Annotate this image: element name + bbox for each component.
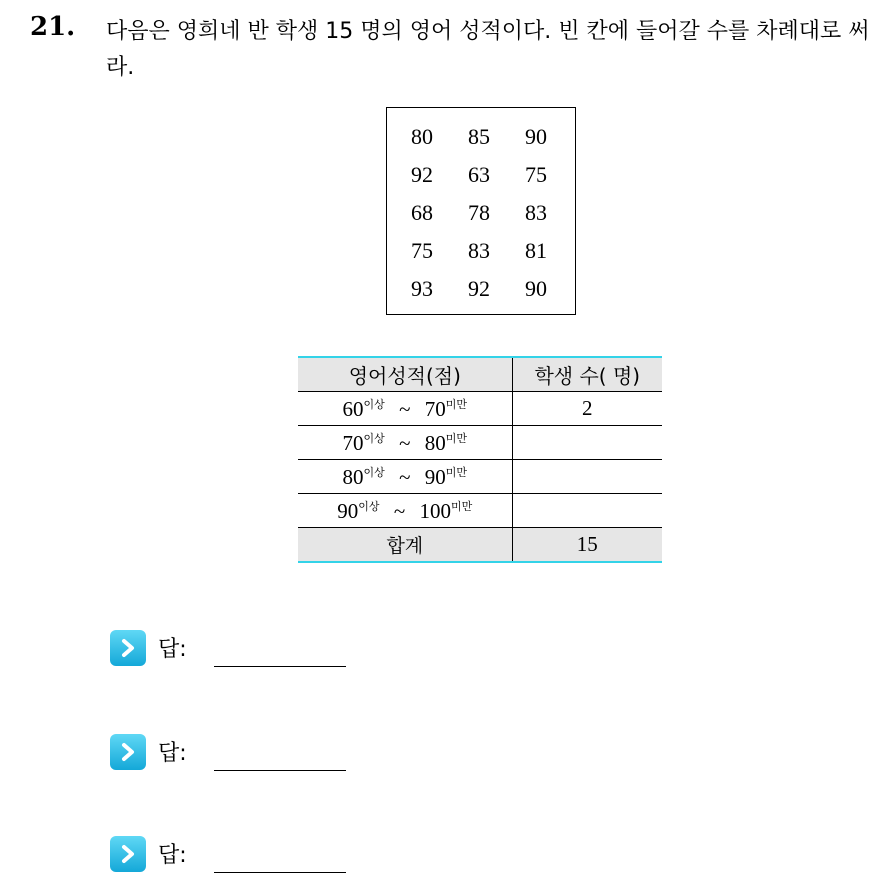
score-value: 93 <box>411 276 433 301</box>
score-value: 68 <box>411 200 433 225</box>
score-grid <box>401 118 572 308</box>
table-row <box>298 494 662 528</box>
total-value: 15 <box>512 528 662 563</box>
score-value: 85 <box>468 124 490 149</box>
count-cell-blank <box>512 426 662 460</box>
count-cell: 2 <box>512 392 662 426</box>
total-label: 합계 <box>298 528 512 563</box>
table-row <box>298 392 662 426</box>
question-text: 다음은 영희네 반 학생 15 명의 영어 성적이다. 빈 칸에 들어갈 수를 차례대로 써라. <box>106 19 870 80</box>
answer-1[interactable] <box>110 630 370 670</box>
table-row <box>298 426 662 460</box>
score-value: 90 <box>525 124 547 149</box>
score-value: 75 <box>411 238 433 263</box>
answer-blank-line[interactable] <box>214 872 346 873</box>
frequency-table <box>298 356 662 563</box>
chevron-right-icon <box>110 734 146 770</box>
score-value: 78 <box>468 200 490 225</box>
answer-blank-line[interactable] <box>214 666 346 667</box>
chevron-right-icon <box>110 836 146 872</box>
chevron-right-icon <box>110 630 146 666</box>
score-data-box <box>386 107 576 315</box>
score-range-cell: $80^{이상}$ ~ $90^{미만}$ <box>298 460 512 494</box>
score-value: 75 <box>525 162 547 187</box>
answer-blank-line[interactable] <box>214 770 346 771</box>
question-number: 21. <box>30 12 76 42</box>
score-value: 63 <box>468 162 490 187</box>
score-value: 80 <box>411 124 433 149</box>
answer-3[interactable] <box>110 836 370 876</box>
score-value: 83 <box>525 200 547 225</box>
answer-2[interactable] <box>110 734 370 774</box>
score-value: 92 <box>411 162 433 187</box>
table-row <box>298 460 662 494</box>
table-header-row <box>298 357 662 392</box>
header-score-range: 영어성적(점) <box>298 357 512 392</box>
count-cell-blank <box>512 460 662 494</box>
count-cell-blank <box>512 494 662 528</box>
score-range-cell: $70^{이상}$ ~ $80^{미만}$ <box>298 426 512 460</box>
score-value: 83 <box>468 238 490 263</box>
score-range-cell: $90^{이상}$ ~ $100^{미만}$ <box>298 494 512 528</box>
answer-label: 답: <box>158 637 187 662</box>
answer-label: 답: <box>158 741 187 766</box>
score-value: 92 <box>468 276 490 301</box>
header-student-count: 학생 수( 명) <box>512 357 662 392</box>
table-total-row <box>298 528 662 563</box>
score-value: 81 <box>525 238 547 263</box>
score-value: 90 <box>525 276 547 301</box>
answer-label: 답: <box>158 843 187 868</box>
score-range-cell: $60^{이상}$ ~ $70^{미만}$ <box>298 392 512 426</box>
